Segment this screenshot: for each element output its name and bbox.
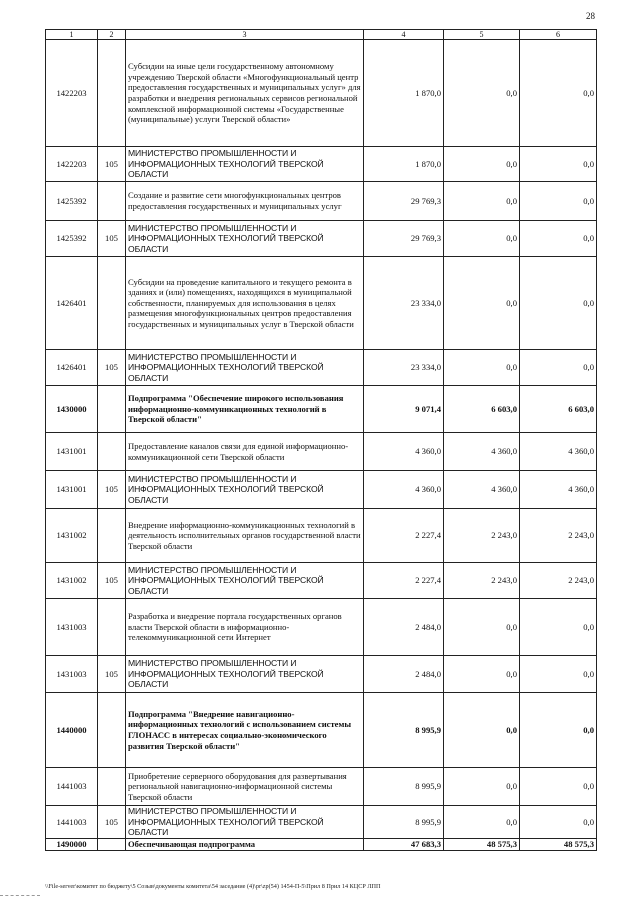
row-value-col4: 29 769,3 — [364, 182, 444, 221]
row-value-col5: 0,0 — [444, 350, 520, 386]
row-value-col5: 0,0 — [444, 599, 520, 656]
row-dept-code: 105 — [98, 656, 126, 693]
row-value-col4: 4 360,0 — [364, 471, 444, 509]
row-value-col4: 47 683,3 — [364, 839, 444, 851]
table-row — [46, 693, 597, 768]
row-value-col6: 2 243,0 — [520, 509, 597, 563]
table-row — [46, 471, 597, 509]
row-value-col6: 0,0 — [520, 656, 597, 693]
row-value-col4: 23 334,0 — [364, 257, 444, 350]
row-value-col6: 0,0 — [520, 257, 597, 350]
table-row — [46, 509, 597, 563]
row-name: Подпрограмма "Внедрение навигационно-информационных технологий с использованием системы ГЛОНАСС в интересах социально-экономического развития Тверской области" — [126, 693, 364, 768]
row-value-col6: 48 575,3 — [520, 839, 597, 851]
row-name: МИНИСТЕРСТВО ПРОМЫШЛЕННОСТИ И ИНФОРМАЦИОННЫХ ТЕХНОЛОГИЙ ТВЕРСКОЙ ОБЛАСТИ — [126, 806, 364, 839]
row-code: 1426401 — [46, 257, 98, 350]
row-value-col5: 0,0 — [444, 147, 520, 182]
row-name: МИНИСТЕРСТВО ПРОМЫШЛЕННОСТИ И ИНФОРМАЦИОННЫХ ТЕХНОЛОГИЙ ТВЕРСКОЙ ОБЛАСТИ — [126, 656, 364, 693]
budget-table — [45, 29, 597, 851]
header-col-6: 6 — [520, 30, 597, 40]
divider — [0, 895, 40, 896]
row-name: Субсидии на иные цели государственному автономному учреждению Тверской области «Многофункциональный центр предоставления государственных и муниципальных услуг» для разработки и внедрения региональных сервисов региональной комплексной информационной системы «Государственные (муниципальные) услуги Тверской области» — [126, 40, 364, 147]
table-row — [46, 806, 597, 839]
row-code: 1426401 — [46, 350, 98, 386]
row-name: МИНИСТЕРСТВО ПРОМЫШЛЕННОСТИ И ИНФОРМАЦИОННЫХ ТЕХНОЛОГИЙ ТВЕРСКОЙ ОБЛАСТИ — [126, 221, 364, 257]
row-value-col5: 0,0 — [444, 656, 520, 693]
row-value-col6: 0,0 — [520, 221, 597, 257]
row-code: 1431002 — [46, 509, 98, 563]
row-dept-code — [98, 768, 126, 806]
row-value-col5: 0,0 — [444, 693, 520, 768]
header-col-3: 3 — [126, 30, 364, 40]
row-dept-code — [98, 509, 126, 563]
row-value-col4: 8 995,9 — [364, 693, 444, 768]
table-row — [46, 257, 597, 350]
row-value-col4: 2 484,0 — [364, 599, 444, 656]
row-name: Приобретение серверного оборудования для развертывания региональной навигационно-информационной системы Тверской области — [126, 768, 364, 806]
row-value-col6: 0,0 — [520, 806, 597, 839]
row-dept-code: 105 — [98, 221, 126, 257]
row-value-col5: 0,0 — [444, 768, 520, 806]
row-value-col4: 2 484,0 — [364, 656, 444, 693]
row-code: 1431001 — [46, 471, 98, 509]
table-row — [46, 182, 597, 221]
row-value-col4: 8 995,9 — [364, 806, 444, 839]
row-value-col6: 4 360,0 — [520, 471, 597, 509]
row-dept-code — [98, 257, 126, 350]
row-dept-code: 105 — [98, 471, 126, 509]
row-code: 1441003 — [46, 806, 98, 839]
row-code: 1431001 — [46, 433, 98, 471]
row-dept-code — [98, 386, 126, 433]
row-code: 1422203 — [46, 40, 98, 147]
row-value-col4: 29 769,3 — [364, 221, 444, 257]
row-code: 1490000 — [46, 839, 98, 851]
row-value-col4: 9 071,4 — [364, 386, 444, 433]
row-value-col5: 48 575,3 — [444, 839, 520, 851]
table-row — [46, 599, 597, 656]
table-row — [46, 839, 597, 851]
row-code: 1425392 — [46, 221, 98, 257]
row-value-col5: 0,0 — [444, 257, 520, 350]
row-code: 1425392 — [46, 182, 98, 221]
row-code: 1440000 — [46, 693, 98, 768]
row-code: 1431003 — [46, 656, 98, 693]
row-code: 1431002 — [46, 563, 98, 599]
row-name: Подпрограмма "Обеспечение широкого использования информационно-коммуникационных технологий в Тверской области" — [126, 386, 364, 433]
row-value-col6: 2 243,0 — [520, 563, 597, 599]
row-dept-code — [98, 693, 126, 768]
row-value-col5: 6 603,0 — [444, 386, 520, 433]
row-value-col6: 4 360,0 — [520, 433, 597, 471]
row-value-col6: 0,0 — [520, 599, 597, 656]
row-value-col4: 2 227,4 — [364, 509, 444, 563]
row-dept-code — [98, 182, 126, 221]
row-name: Создание и развитие сети многофункциональных центров предоставления государственных и муниципальных услуг — [126, 182, 364, 221]
table-row — [46, 40, 597, 147]
row-value-col4: 4 360,0 — [364, 433, 444, 471]
header-col-2: 2 — [98, 30, 126, 40]
table-row — [46, 221, 597, 257]
row-value-col5: 2 243,0 — [444, 563, 520, 599]
row-name: МИНИСТЕРСТВО ПРОМЫШЛЕННОСТИ И ИНФОРМАЦИОННЫХ ТЕХНОЛОГИЙ ТВЕРСКОЙ ОБЛАСТИ — [126, 471, 364, 509]
row-value-col5: 0,0 — [444, 221, 520, 257]
table-row — [46, 386, 597, 433]
header-row — [46, 30, 597, 40]
row-value-col5: 0,0 — [444, 182, 520, 221]
header-col-4: 4 — [364, 30, 444, 40]
row-dept-code — [98, 839, 126, 851]
row-value-col6: 0,0 — [520, 350, 597, 386]
row-name: Обеспечивающая подпрограмма — [126, 839, 364, 851]
row-value-col6: 0,0 — [520, 693, 597, 768]
table-row — [46, 433, 597, 471]
row-name: МИНИСТЕРСТВО ПРОМЫШЛЕННОСТИ И ИНФОРМАЦИОННЫХ ТЕХНОЛОГИЙ ТВЕРСКОЙ ОБЛАСТИ — [126, 147, 364, 182]
row-dept-code — [98, 433, 126, 471]
header-col-1: 1 — [46, 30, 98, 40]
row-dept-code: 105 — [98, 563, 126, 599]
row-value-col6: 0,0 — [520, 40, 597, 147]
page-number: 28 — [586, 11, 595, 21]
table-row — [46, 563, 597, 599]
row-value-col5: 0,0 — [444, 806, 520, 839]
row-dept-code: 105 — [98, 806, 126, 839]
row-value-col5: 2 243,0 — [444, 509, 520, 563]
row-value-col6: 0,0 — [520, 147, 597, 182]
row-name: Субсидии на проведение капитального и текущего ремонта в зданиях и (или) помещениях, находящихся в муниципальной собственности, планируемых для использования в целях размещения многофункциональных центров предоставления государственных и муниципальных услуг в Тверской области — [126, 257, 364, 350]
row-value-col4: 2 227,4 — [364, 563, 444, 599]
row-name: Предоставление каналов связи для единой информационно-коммуникационной сети Тверской области — [126, 433, 364, 471]
row-dept-code — [98, 599, 126, 656]
row-code: 1430000 — [46, 386, 98, 433]
row-value-col4: 8 995,9 — [364, 768, 444, 806]
table-row — [46, 768, 597, 806]
row-dept-code: 105 — [98, 350, 126, 386]
row-code: 1431003 — [46, 599, 98, 656]
row-value-col4: 23 334,0 — [364, 350, 444, 386]
row-value-col5: 4 360,0 — [444, 433, 520, 471]
row-value-col5: 0,0 — [444, 40, 520, 147]
row-value-col6: 0,0 — [520, 768, 597, 806]
row-dept-code: 105 — [98, 147, 126, 182]
table-row — [46, 147, 597, 182]
footer-file-path: \\File-server\комитет по бюджету\5 Созыв\документы комитета\54 заседание (4)\pr\zp(54) 1454-П-5\Прил 8 Прил 14 КЦСР ЛПП — [45, 883, 381, 890]
header-col-5: 5 — [444, 30, 520, 40]
row-value-col6: 0,0 — [520, 182, 597, 221]
row-name: МИНИСТЕРСТВО ПРОМЫШЛЕННОСТИ И ИНФОРМАЦИОННЫХ ТЕХНОЛОГИЙ ТВЕРСКОЙ ОБЛАСТИ — [126, 350, 364, 386]
row-name: Внедрение информационно-коммуникационных технологий в деятельность исполнительных органов государственной власти Тверской области — [126, 509, 364, 563]
table-row — [46, 656, 597, 693]
row-value-col4: 1 870,0 — [364, 40, 444, 147]
row-name: Разработка и внедрение портала государственных органов власти Тверской области в информационно-телекоммуникационной сети Интернет — [126, 599, 364, 656]
row-name: МИНИСТЕРСТВО ПРОМЫШЛЕННОСТИ И ИНФОРМАЦИОННЫХ ТЕХНОЛОГИЙ ТВЕРСКОЙ ОБЛАСТИ — [126, 563, 364, 599]
row-code: 1441003 — [46, 768, 98, 806]
row-value-col6: 6 603,0 — [520, 386, 597, 433]
row-code: 1422203 — [46, 147, 98, 182]
table-row — [46, 350, 597, 386]
row-value-col5: 4 360,0 — [444, 471, 520, 509]
row-dept-code — [98, 40, 126, 147]
row-value-col4: 1 870,0 — [364, 147, 444, 182]
